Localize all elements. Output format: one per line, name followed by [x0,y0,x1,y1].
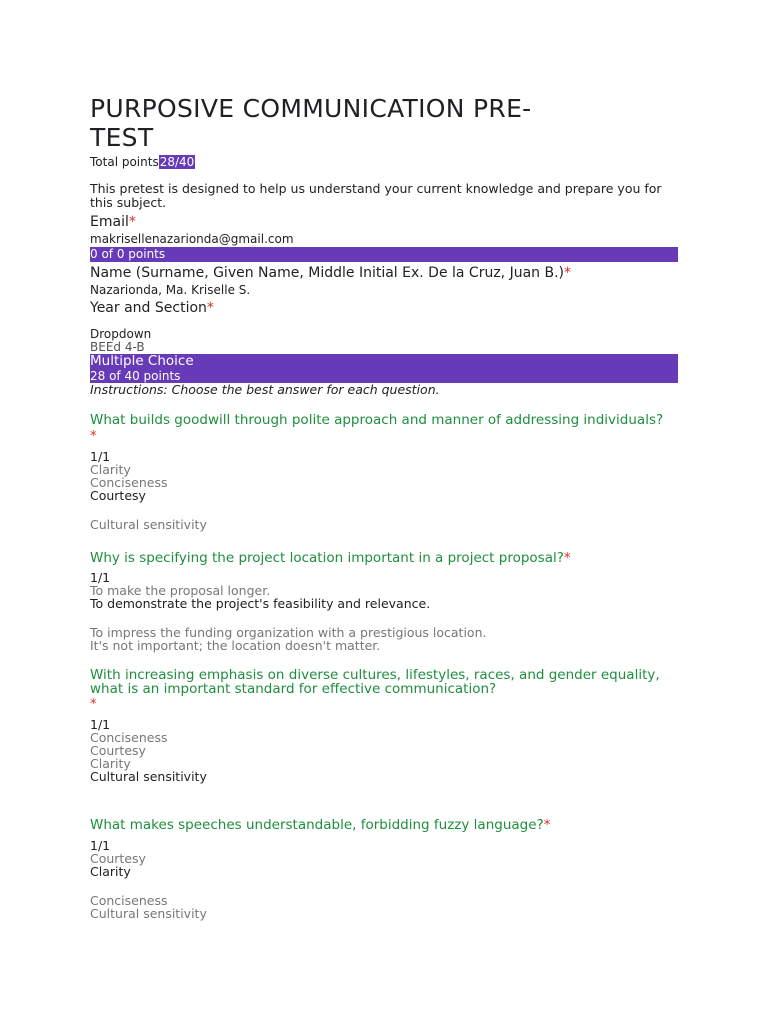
question-1-option-1: Clarity [90,462,131,477]
question-4-text [90,818,678,832]
question-3-option-4-selected: Cultural sensitivity [90,769,207,784]
question-4-text-body: What makes speeches understandable, forbidding fuzzy language? [90,817,544,833]
question-1-text: What builds goodwill through polite approach and manner of addressing individuals? [90,412,664,428]
question-4-option-4: Cultural sensitivity [90,906,207,921]
year-section-label-text: Year and Section [90,300,207,316]
name-label [90,265,678,282]
question-4-option-2-selected: Clarity [90,864,131,879]
question-1 [90,413,678,531]
question-2 [90,551,678,652]
question-1-option-2: Conciseness [90,475,168,490]
required-asterisk: * [90,429,97,444]
question-3-option-1: Conciseness [90,730,168,745]
name-answer: Nazarionda, Ma. Kriselle S. [90,283,251,297]
question-1-option-4: Cultural sensitivity [90,517,207,532]
question-4-score: 1/1 [90,838,111,853]
form-title-line2: TEST [90,123,154,152]
form-title [90,94,678,152]
question-3 [90,668,678,783]
question-4-option-3: Conciseness [90,893,168,908]
dropdown-type-label: Dropdown [90,327,152,341]
question-1-option-3-selected: Courtesy [90,488,146,503]
section-header [90,354,678,383]
required-asterisk: * [90,697,97,712]
required-asterisk: * [563,550,571,566]
name-label-text: Name (Surname, Given Name, Middle Initial Ex. De la Cruz, Juan B.) [90,265,565,281]
form-title-line1: PURPOSIVE COMMUNICATION PRE- [90,94,532,123]
question-4-option-1: Courtesy [90,851,146,866]
question-2-option-4: It's not important; the location doesn't matter. [90,638,381,653]
question-2-option-3: To impress the funding organization with a prestigious location. [90,625,487,640]
required-asterisk: * [543,817,551,833]
email-label [90,214,678,231]
required-asterisk: * [564,265,572,281]
form-description: This pretest is designed to help us understand your current knowledge and prepare you for this subject. [90,181,662,210]
total-points-value: 28/40 [159,155,195,169]
question-4 [90,818,678,920]
question-1-score: 1/1 [90,449,111,464]
year-section-answer: BEEd 4-B [90,340,145,354]
question-3-text: With increasing emphasis on diverse cultures, lifestyles, races, and gender equality, what is an important standard for effective communication? [90,667,660,697]
email-label-text: Email [90,214,129,230]
question-2-option-1: To make the proposal longer. [90,583,271,598]
section-instructions: Instructions: Choose the best answer for each question. [90,382,440,397]
question-3-score: 1/1 [90,717,111,732]
question-3-option-2: Courtesy [90,743,146,758]
total-points [90,155,678,169]
question-2-text-body: Why is specifying the project location important in a project proposal? [90,550,564,566]
section-title: Multiple Choice [90,353,194,369]
question-3-option-3: Clarity [90,756,131,771]
email-points-bar: 0 of 0 points [90,247,678,262]
section-points: 28 of 40 points [90,369,181,383]
question-2-option-2-selected: To demonstrate the project's feasibility and relevance. [90,596,431,611]
required-asterisk: * [206,300,214,316]
required-asterisk: * [128,214,136,230]
email-answer: makrisellenazarionda@gmail.com [90,232,294,246]
year-section-label [90,300,678,317]
question-2-text [90,551,678,565]
question-2-score: 1/1 [90,570,111,585]
form-page [90,94,678,920]
total-points-label: Total points [90,155,159,169]
